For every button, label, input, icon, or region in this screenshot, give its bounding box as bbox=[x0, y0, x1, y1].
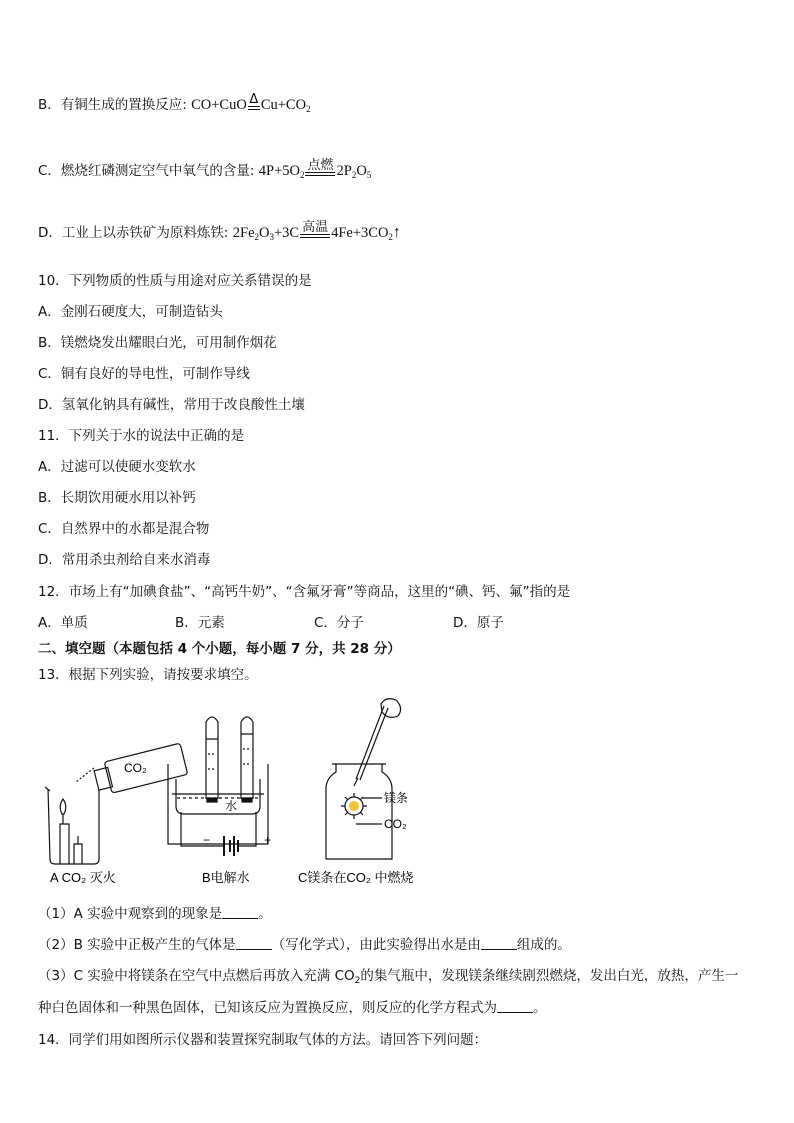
q10-stem: 10．下列物质的性质与用途对应关系错误的是 bbox=[38, 273, 312, 289]
q12-option-a: A．单质 bbox=[38, 615, 88, 631]
question-text: 组成的。 bbox=[516, 937, 571, 953]
formula-lhs: 2Fe bbox=[232, 225, 255, 241]
up-arrow-icon: ↑ bbox=[392, 224, 401, 241]
q9-option-c bbox=[38, 158, 372, 184]
q9-option-d bbox=[38, 220, 401, 246]
formula-lhs: O bbox=[259, 225, 270, 241]
q10-option-d: D．氢氧化钠具有碱性，常用于改良酸性土壤 bbox=[38, 397, 305, 413]
q10-option-a: A．金刚石硬度大，可制造钻头 bbox=[38, 304, 223, 320]
subscript: 2 bbox=[354, 976, 361, 986]
question-text: 种白色固体和一种黑色固体，已知该反应为置换反应，则反应的化学方程式为 bbox=[38, 1000, 497, 1016]
subscript: 2 bbox=[306, 104, 311, 114]
question-text: （写化学式），由此实验得出水是由 bbox=[271, 937, 481, 953]
condition-label: 点燃 bbox=[307, 158, 334, 173]
reaction-condition bbox=[305, 158, 335, 184]
q12-stem: 12．市场上有“加碘食盐”、“高钙牛奶”、“含氟牙膏”等商品，这里的“碘、钙、氟”指的是 bbox=[38, 584, 571, 600]
plus-label: + bbox=[264, 833, 272, 847]
formula-rhs: Cu+CO bbox=[260, 97, 307, 113]
answer-blank[interactable] bbox=[222, 906, 258, 919]
ribbon-label: 镁条 bbox=[384, 791, 409, 805]
condition-label: 高温 bbox=[302, 220, 329, 235]
caption-a: A CO₂ 灭火 bbox=[50, 870, 116, 885]
q11-option-d: D．常用杀虫剂给自来水消毒 bbox=[38, 552, 211, 568]
condition-label: Δ bbox=[249, 92, 259, 107]
beaker-a bbox=[45, 787, 99, 864]
q11-stem: 11．下列关于水的说法中正确的是 bbox=[38, 428, 245, 444]
formula-rhs: 2P bbox=[336, 163, 352, 179]
q13-sub3-line1 bbox=[38, 967, 738, 990]
answer-blank[interactable] bbox=[497, 1000, 533, 1013]
q13-sub1 bbox=[38, 905, 272, 923]
bottle-label: CO₂ bbox=[124, 761, 147, 775]
q10-option-b: B．镁燃烧发出耀眼白光，可用制作烟花 bbox=[38, 335, 277, 351]
subscript: 2 bbox=[351, 170, 357, 180]
q13-sub2 bbox=[38, 936, 571, 954]
caption-b: B电解水 bbox=[202, 870, 250, 885]
q11-option-c: C．自然界中的水都是混合物 bbox=[38, 521, 210, 537]
subscript: 2 bbox=[388, 232, 393, 242]
minus-label: − bbox=[203, 833, 211, 847]
subscript: 5 bbox=[366, 170, 372, 180]
q13-sub3-line2 bbox=[38, 999, 547, 1017]
question-text: （1）A 实验中观察到的现象是 bbox=[38, 906, 223, 922]
q10-option-c: C．铜有良好的导电性，可制作导线 bbox=[38, 366, 250, 382]
experiment-figure bbox=[36, 694, 436, 894]
q12-option-c: C．分子 bbox=[314, 615, 364, 631]
q9-option-b bbox=[38, 92, 311, 118]
subscript: 2 bbox=[299, 170, 305, 180]
q11-option-b: B．长期饮用硬水用以补钙 bbox=[38, 490, 196, 506]
subscript: 3 bbox=[269, 232, 274, 242]
q14-stem: 14．同学们用如图所示仪器和装置探究制取气体的方法。请回答下列问题： bbox=[38, 1032, 488, 1048]
q13-stem: 13．根据下列实验，请按要求填空。 bbox=[38, 667, 258, 683]
question-text: 。 bbox=[533, 1000, 547, 1016]
option-text: C．燃烧红磷测定空气中氧气的含量: bbox=[38, 163, 259, 179]
formula-rhs: O bbox=[356, 163, 367, 179]
question-text: （3）C 实验中将镁条在空气中点燃后再放入充满 CO bbox=[38, 968, 355, 984]
section-heading: 二、填空题（本题包括 4 个小题，每小题 7 分，共 28 分） bbox=[38, 641, 401, 657]
q12-option-d: D．原子 bbox=[453, 615, 504, 631]
gas-label: CO₂ bbox=[384, 817, 407, 831]
question-text: 。 bbox=[258, 906, 272, 922]
question-text: （2）B 实验中正极产生的气体是 bbox=[38, 937, 236, 953]
flame-icon bbox=[349, 801, 359, 811]
gas-jar bbox=[326, 699, 401, 859]
electrolysis-apparatus bbox=[168, 717, 268, 856]
subscript: 2 bbox=[254, 232, 259, 242]
option-text: D．工业上以赤铁矿为原料炼铁: bbox=[38, 225, 233, 241]
answer-blank[interactable] bbox=[481, 937, 517, 950]
q12-option-b: B．元素 bbox=[175, 615, 225, 631]
water-label: 水 bbox=[225, 799, 238, 813]
q11-option-a: A．过滤可以使硬水变软水 bbox=[38, 459, 196, 475]
formula-lhs: CO+CuO bbox=[191, 97, 247, 113]
option-text: B．有铜生成的置换反应: bbox=[38, 97, 192, 113]
reaction-condition bbox=[248, 92, 260, 118]
formula-lhs: +3C bbox=[273, 225, 300, 241]
question-text: 的集气瓶中，发现镁条继续剧烈燃烧，发出白光，放热，产生一 bbox=[360, 968, 739, 984]
answer-blank[interactable] bbox=[236, 937, 272, 950]
reaction-condition bbox=[300, 220, 330, 246]
caption-c: C镁条在CO₂ 中燃烧 bbox=[298, 870, 414, 885]
formula-lhs: 4P+5O bbox=[258, 163, 300, 179]
formula-rhs: 4Fe+3CO bbox=[331, 225, 389, 241]
